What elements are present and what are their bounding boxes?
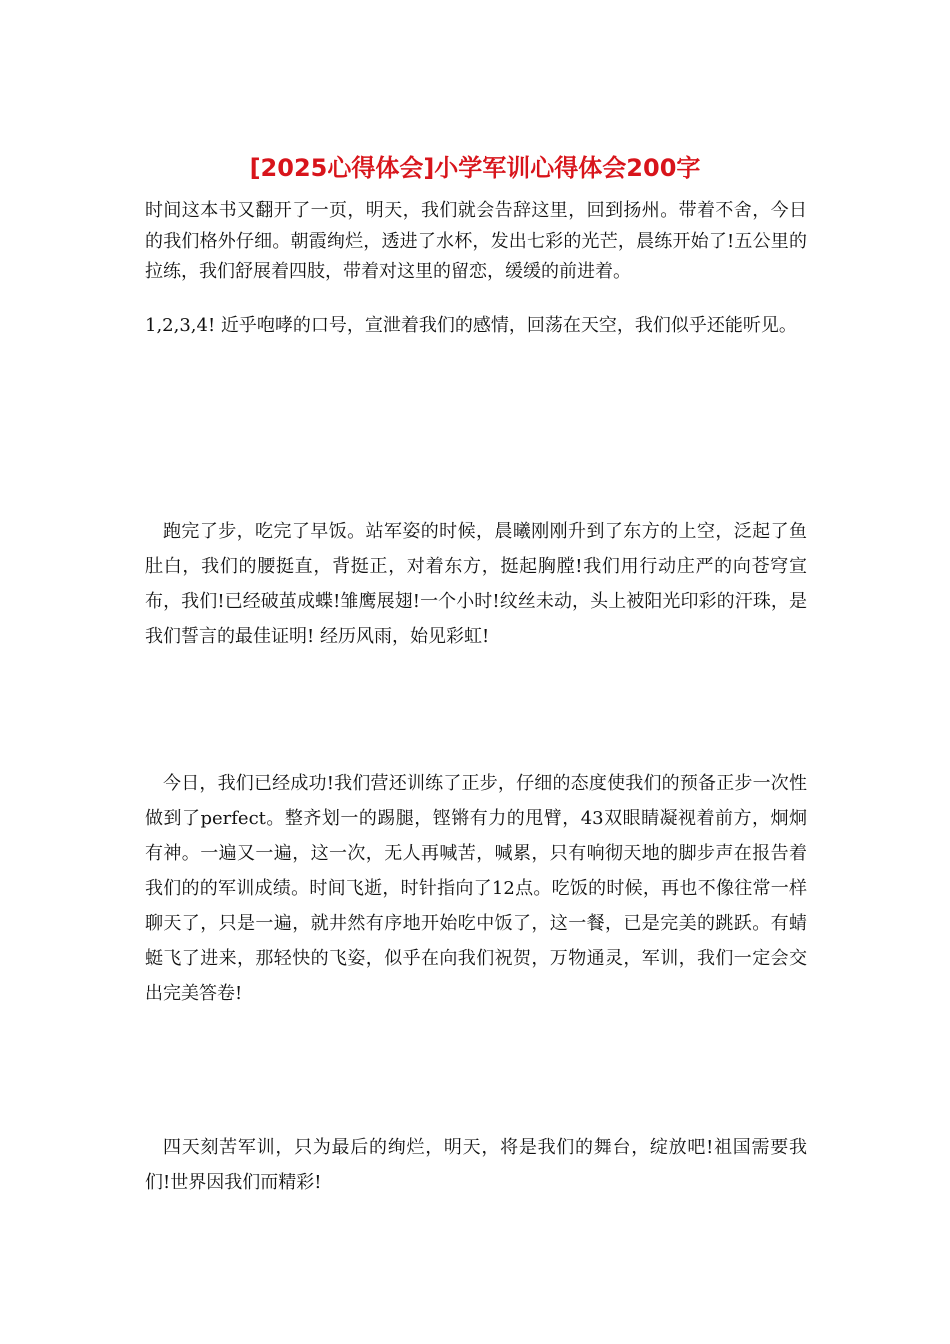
paragraph-chant: 1,2,3,4! 近乎咆哮的口号，宣泄着我们的感情，回荡在天空，我们似乎还能听见。 [145, 315, 797, 336]
paragraph-standing-drill: 跑完了步，吃完了早饭。站军姿的时候，晨曦刚刚升到了东方的上空，泛起了鱼肚白，我们的腰挺直，背挺正，对着东方，挺起胸膛!我们用行动庄严的向苍穹宣布，我们!已经破茧成蝶!雏鹰展翅!一个小时!纹丝未动，头上被阳光印彩的汗珠，是我们誓言的最佳证明! 经历风雨，始见彩虹! [145, 521, 807, 647]
paragraph-goose-step: 今日，我们已经成功!我们营还训练了正步，仔细的态度使我们的预备正步一次性做到了perfect。整齐划一的踢腿，铿锵有力的甩臂，43双眼睛凝视着前方，炯炯有神。一遍又一遍，这一次，无人再喊苦，喊累，只有响彻天地的脚步声在报告着我们的的军训成绩。时间飞逝，时针指向了12点。吃饭的时候，再也不像往常一样聊天了，只是一遍，就井然有序地开始吃中饭了，这一餐，已是完美的跳跃。有蜻蜓飞了进来，那轻快的飞姿，似乎在向我们祝贺，万物通灵，军训，我们一定会交出完美答卷! [145, 773, 807, 1004]
paragraph-conclusion: 四天刻苦军训，只为最后的绚烂，明天，将是我们的舞台，绽放吧!祖国需要我们!世界因我们而精彩! [145, 1137, 807, 1193]
paragraph-farewell: 时间这本书又翻开了一页，明天，我们就会告辞这里，回到扬州。带着不舍，今日的我们格外仔细。朝霞绚烂，透进了水杯，发出七彩的光芒，晨练开始了!五公里的拉练，我们舒展着四肢，带着对这里的留恋，缓缓的前进着。 [145, 200, 807, 282]
document-title: [2025心得体会]小学军训心得体会200字 [249, 154, 701, 182]
